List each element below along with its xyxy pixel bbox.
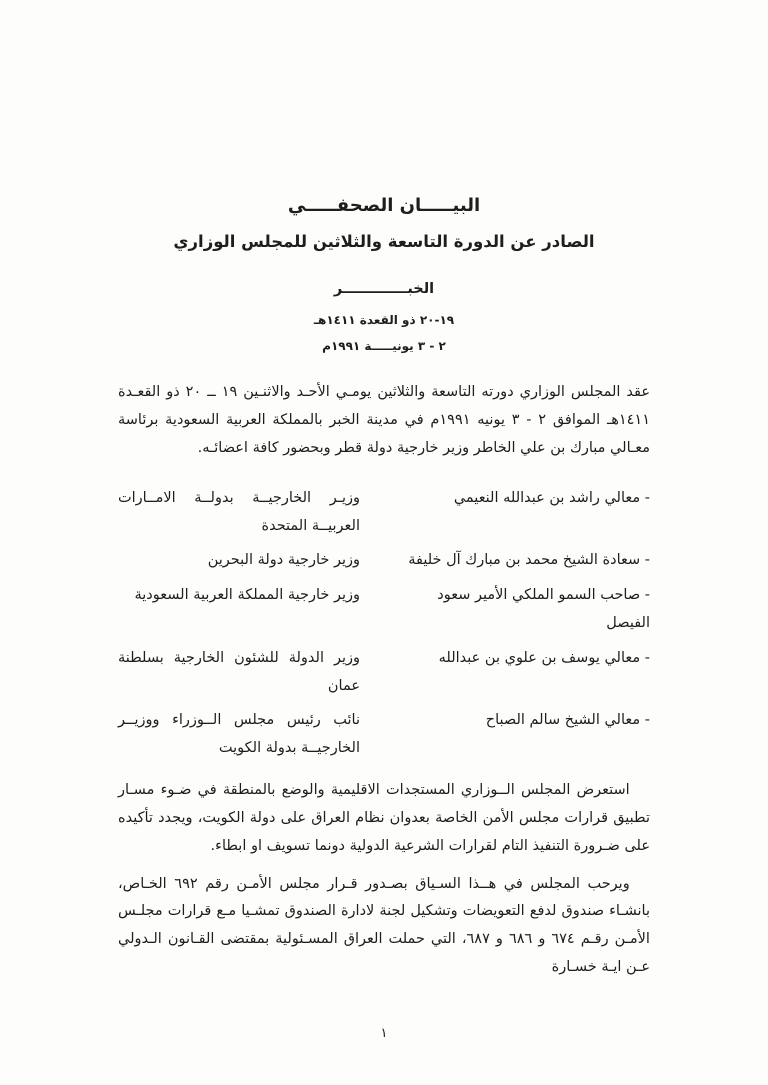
attendee-title: وزيـر الخارجيــة بدولــة الامــارات العربيــة المتحدة xyxy=(118,489,360,534)
document-header xyxy=(118,192,650,353)
attendee-title: وزير الدولة للشئون الخارجية بسلطنة عمان xyxy=(118,649,360,694)
attendee-row xyxy=(118,547,650,575)
location-line: الخبـــــــــــــر xyxy=(333,281,435,298)
date-gregorian: ٢ - ٣ يونيـــــة ١٩٩١م xyxy=(322,339,446,354)
attendees-list xyxy=(118,485,650,763)
attendee-title: وزير خارجية دولة البحرين xyxy=(207,552,360,569)
body-paragraph: استعرض المجلس الــوزاري المستجدات الاقليمية والوضع بالمنطقة في ضـوء مسـار تطبيق قرارات مجلس الأمن الخاصة بعدوان نظام العراق على دولة الكويت، ويجدد تأكيده على ضـرورة التنفيذ التام لقرارات الشرعية الدولية دونما تسويف او ابطاء. xyxy=(118,782,650,854)
attendee-title: وزير خارجية المملكة العربية السعودية xyxy=(134,587,360,604)
intro-paragraph: عقد المجلس الوزاري دورته التاسعة والثلاثين يومـي الأحـد والاثنـين ١٩ ــ ٢٠ ذو القعـدة ١٤١١هـ الموافق ٢ - ٣ يونيه ١٩٩١م في مدينة الخبر بالمملكة العربية السعودية برئاسة معـالي مبارك بن علي الخاطر وزير خارجية دولة قطر وبحضور كافة اعضائـه. xyxy=(118,384,650,456)
body-paragraph: ويرحب المجلس في هــذا السـياق بصـدور قـرار مجلس الأمـن رقم ٦٩٢ الخـاص، بانشـاء صندوق لدفع التعويضات وتشكيل لجنة لادارة الصندوق تمشـيا مـع قرارات مجلـس الأمـن رقـم ٦٧٤ و ٦٨٦ و ٦٨٧، التي حملت العراق المسـئولية بمقتضى القـانون الـدولي عـن ايـة خسـارة xyxy=(118,875,650,976)
attendee-name: - صاحب السمو الملكي الأمير سعود الفيصل xyxy=(437,587,650,631)
date-hijri: ١٩-٢٠ ذو القعدة ١٤١١هـ xyxy=(313,313,455,328)
attendee-name: - معالي الشيخ سالم الصباح xyxy=(485,712,650,729)
attendee-name: - معالي راشد بن عبدالله النعيمي xyxy=(453,489,650,506)
attendee-row xyxy=(118,582,650,638)
page-number: ١ xyxy=(380,1026,388,1041)
attendee-title: نائب رئيس مجلس الــوزراء ووزيــر الخارجيــة بدولة الكويت xyxy=(118,712,360,757)
attendee-row xyxy=(118,707,650,763)
attendee-row xyxy=(118,485,650,541)
attendee-name: - معالي يوسف بن علوي بن عبدالله xyxy=(438,649,650,666)
document-title: البيـــــان الصحفـــــي xyxy=(287,195,481,216)
document-subtitle: الصادر عن الدورة التاسعة والثلاثين للمجلس الوزاري xyxy=(173,231,595,251)
attendee-name: - سعادة الشيخ محمد بن مبارك آل خليفة xyxy=(408,552,650,569)
attendee-row xyxy=(118,645,650,701)
